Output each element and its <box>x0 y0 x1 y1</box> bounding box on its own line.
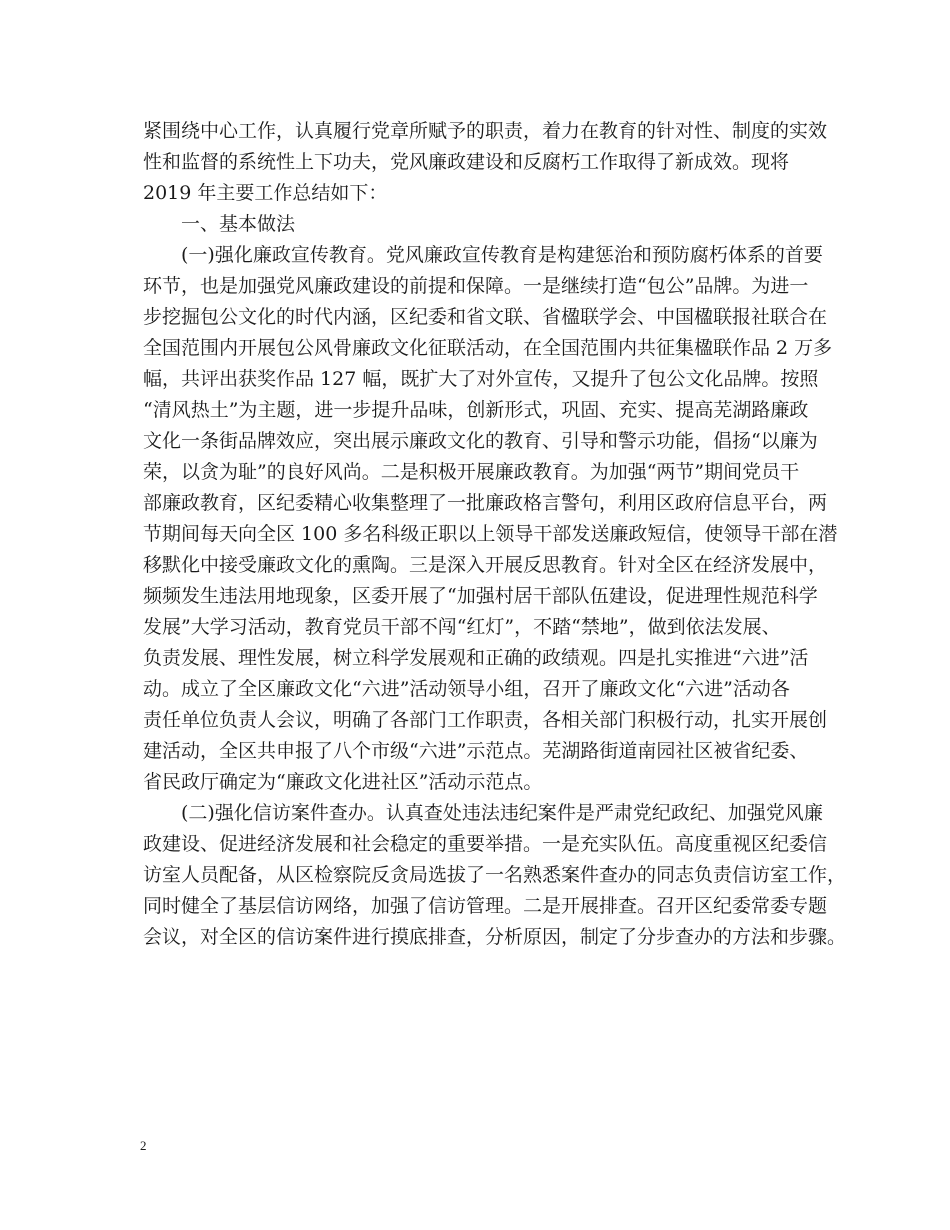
text-line: 紧围绕中心工作，认真履行党章所赋予的职责，着力在教育的针对性、制度的实效 <box>143 120 828 142</box>
text-line: 部廉政教育，区纪委精心收集整理了一批廉政格言警句，利用区政府信息平台，两 <box>143 492 828 514</box>
text-line: 节期间每天向全区 100 多名科级正职以上领导干部发送廉政短信，使领导干部在潜 <box>143 523 838 545</box>
text-line: 全国范围内开展包公风骨廉政文化征联活动，在全国范围内共征集楹联作品 2 万多 <box>143 337 833 359</box>
text-line: 同时健全了基层信访网络，加强了信访管理。二是开展排查。召开区纪委常委专题 <box>143 895 828 917</box>
text-line: 幅，共评出获奖作品 127 幅，既扩大了对外宣传，又提升了包公文化品牌。按照 <box>143 368 819 390</box>
text-line: (二)强化信访案件查办。认真查处违法违纪案件是严肃党纪政纪、加强党风廉 <box>143 802 823 824</box>
text-line: 建活动，全区共申报了八个市级“六进”示范点。芜湖路街道南园社区被省纪委、 <box>143 740 809 762</box>
text-line: 频频发生违法用地现象，区委开展了“加强村居干部队伍建设，促进理性规范科学 <box>143 585 818 607</box>
text-line: 动。成立了全区廉政文化“六进”活动领导小组，召开了廉政文化“六进”活动各 <box>143 678 790 700</box>
text-line: 移默化中接受廉政文化的熏陶。三是深入开展反思教育。针对全区在经济发展中， <box>143 554 828 576</box>
text-line: 负责发展、理性发展，树立科学发展观和正确的政绩观。四是扎实推进“六进”活 <box>143 647 809 669</box>
text-line: 荣，以贪为耻”的良好风尚。二是积极开展廉政教育。为加强“两节”期间党员干 <box>143 461 800 483</box>
text-line: 环节，也是加强党风廉政建设的前提和保障。一是继续打造“包公”品牌。为进一 <box>143 275 809 297</box>
text-line: “清风热土”为主题，进一步提升品味，创新形式，巩固、充实、提高芜湖路廉政 <box>143 399 809 421</box>
text-line: 步挖掘包公文化的时代内涵，区纪委和省文联、省楹联学会、中国楹联报社联合在 <box>143 306 828 328</box>
document-body <box>143 116 847 953</box>
text-line: 省民政厅确定为“廉政文化进社区”活动示范点。 <box>143 771 543 793</box>
text-line: (一)强化廉政宣传教育。党风廉政宣传教育是构建惩治和预防腐朽体系的首要 <box>143 244 823 266</box>
text-line: 责任单位负责人会议，明确了各部门工作职责，各相关部门积极行动，扎实开展创 <box>143 709 828 731</box>
text-line: 2019 年主要工作总结如下： <box>143 182 388 204</box>
text-line: 发展”大学习活动，教育党员干部不闯“红灯”，不踏“禁地”，做到依法发展、 <box>143 616 781 638</box>
text-line: 会议，对全区的信访案件进行摸底排查，分析原因，制定了分步查办的方法和步骤。 <box>143 926 847 948</box>
section-heading: 一、基本做法 <box>143 213 296 235</box>
text-line: 文化一条街品牌效应，突出展示廉政文化的教育、引导和警示功能，倡扬“以廉为 <box>143 430 818 452</box>
text-line: 性和监督的系统性上下功夫，党风廉政建设和反腐朽工作取得了新成效。现将 <box>143 151 790 173</box>
text-line: 政建设、促进经济发展和社会稳定的重要举措。一是充实队伍。高度重视区纪委信 <box>143 833 828 855</box>
text-line: 访室人员配备，从区检察院反贪局选拔了一名熟悉案件查办的同志负责信访室工作， <box>143 864 847 886</box>
page-number: 2 <box>140 1138 147 1153</box>
